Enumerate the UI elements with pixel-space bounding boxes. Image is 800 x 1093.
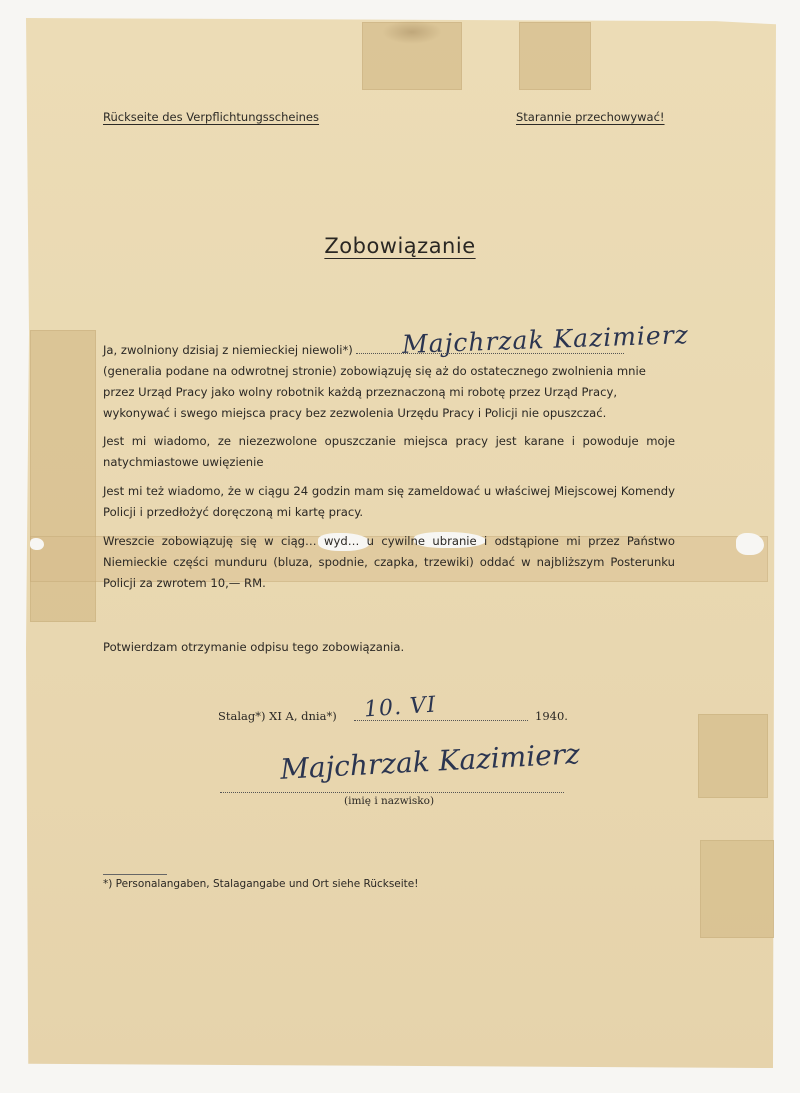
tape-strip <box>698 714 768 798</box>
stain-mark <box>382 20 442 44</box>
paragraph-commitment-line2: (generalia podane na odwrotnej stronie) zobowiązuję się aż do ostatecznego zwolnienia mnie <box>103 364 646 378</box>
header-left-caption: Rückseite des Verpflichtungsscheines <box>103 110 320 124</box>
header-right-caption: Starannie przechowywać! <box>516 110 665 124</box>
tape-strip <box>519 22 591 90</box>
tape-strip <box>700 840 774 938</box>
signature-caption: (imię i nazwisko) <box>344 795 435 807</box>
tear-hole <box>736 533 764 555</box>
handwritten-name: Majchrzak Kazimierz <box>401 320 690 359</box>
tear-hole <box>30 538 44 550</box>
place-date-prefix: Stalag*) XI A, dnia*) <box>218 709 337 723</box>
handwritten-date: 10. VI <box>363 692 438 723</box>
paragraph-confirmation: Potwierdzam otrzymanie odpisu tego zobowiązania. <box>103 640 405 654</box>
paragraph-penalty: Jest mi wiadomo, ze niezezwolone opuszczanie miejsca pracy jest karane i powoduje moje natychmiastowe uwięzienie <box>103 434 675 469</box>
handwritten-signature: Majchrzak Kazimierz <box>279 737 581 786</box>
place-date-year: 1940. <box>535 709 568 723</box>
paragraph-commitment-line3: przez Urząd Pracy jako wolny robotnik każdą przeznaczoną mi robotę przez Urząd Pracy, <box>103 385 618 399</box>
document-title-text: Zobowiązanie <box>324 234 476 258</box>
signature-fill-line <box>220 792 564 793</box>
document-title <box>0 234 800 258</box>
footnote-rule <box>103 874 167 875</box>
paragraph-commitment-lead: Ja, zwolniony dzisiaj z niemieckiej niewoli*) <box>103 343 353 357</box>
paragraph-commitment <box>103 340 675 424</box>
paragraph-police-registration: Jest mi też wiadomo, że w ciągu 24 godzin mam się zameldować u właściwej Miejscowej Komendy Policji i przedłożyć doręczoną mi kartę pracy. <box>103 484 675 519</box>
paragraph-commitment-line4: wykonywać i swego miejsca pracy bez zezwolenia Urzędu Pracy i Policji nie opuszczać. <box>103 406 607 420</box>
footnote: *) Personalangaben, Stalagangabe und Ort siehe Rückseite! <box>103 878 419 890</box>
paragraph-uniform-return: Wreszcie zobowiązuję się w ciąg… wyd… u cywilne ubranie i odstąpione mi przez Państwo Niemieckie części munduru (bluza, spodnie, czapka, trzewiki) oddać w najbliższym Posterunku Policji za zwrotem 10,— RM. <box>103 534 675 590</box>
